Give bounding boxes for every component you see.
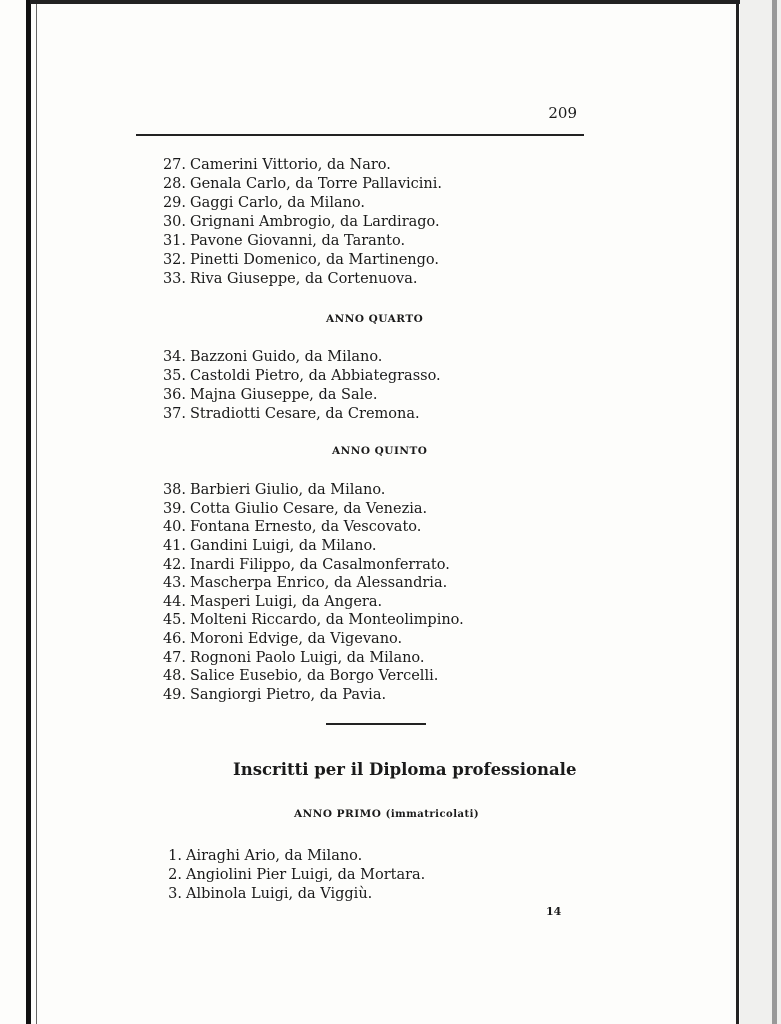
entry-text: Gaggi Carlo, da Milano. <box>190 195 366 211</box>
list-item <box>158 195 365 211</box>
list-item <box>158 271 418 287</box>
list-item <box>158 612 464 628</box>
page-edge-top <box>30 0 740 4</box>
entry-number: 38. <box>162 482 186 498</box>
heading-primo-sub: (immatricolati) <box>385 809 480 820</box>
entry-number: 45. <box>162 612 186 628</box>
entry-number: 39. <box>162 501 186 517</box>
list-item <box>158 557 450 573</box>
page-edge-left-thin <box>36 0 37 1024</box>
entry-text: Fontana Ernesto, da Vescovato. <box>190 519 422 535</box>
entry-text: Riva Giuseppe, da Cortenuova. <box>190 271 418 287</box>
list-item <box>158 575 447 591</box>
entry-number: 1. <box>168 848 182 864</box>
entry-text: Airaghi Ario, da Milano. <box>186 848 363 864</box>
entry-text: Barbieri Giulio, da Milano. <box>190 482 386 498</box>
entry-number: 41. <box>162 538 186 554</box>
entry-text: Molteni Riccardo, da Monteolimpino. <box>190 612 464 628</box>
entry-text: Mascherpa Enrico, da Alessandria. <box>190 575 448 591</box>
section-divider <box>326 723 426 725</box>
list-item <box>158 349 382 365</box>
header-rule <box>136 134 584 136</box>
list-item <box>158 368 441 384</box>
list-item <box>158 631 402 647</box>
entry-number: 48. <box>162 668 186 684</box>
entry-number: 34. <box>162 349 186 365</box>
entry-number: 32. <box>162 252 186 268</box>
entry-number: 49. <box>162 687 186 703</box>
entry-number: 3. <box>168 886 182 902</box>
section-heading-quinto: ANNO QUINTO <box>332 445 428 457</box>
entry-text: Genala Carlo, da Torre Pallavicini. <box>190 176 443 192</box>
list-item <box>158 252 439 268</box>
list-item <box>158 594 382 610</box>
entry-text: Pavone Giovanni, da Taranto. <box>190 233 406 249</box>
list-item <box>158 233 405 249</box>
entry-number: 46. <box>162 631 186 647</box>
list-item <box>158 482 385 498</box>
entry-number: 2. <box>168 867 182 883</box>
entry-number: 37. <box>162 406 186 422</box>
entry-text: Camerini Vittorio, da Naro. <box>190 157 391 173</box>
entry-text: Bazzoni Guido, da Milano. <box>190 349 383 365</box>
list-item <box>154 886 372 902</box>
entry-text: Majna Giuseppe, da Sale. <box>190 387 378 403</box>
list-item <box>158 157 391 173</box>
entry-number: 33. <box>162 271 186 287</box>
diploma-heading: Inscritti per il Diploma professionale <box>233 760 577 779</box>
entry-text: Masperi Luigi, da Angera. <box>190 594 383 610</box>
entry-number: 47. <box>162 650 186 666</box>
entry-text: Moroni Edvige, da Vigevano. <box>190 631 403 647</box>
entry-number: 28. <box>162 176 186 192</box>
entry-number: 31. <box>162 233 186 249</box>
entry-text: Inardi Filippo, da Casalmonferrato. <box>190 557 450 573</box>
list-item <box>158 176 442 192</box>
entry-text: Rognoni Paolo Luigi, da Milano. <box>190 650 425 666</box>
entry-text: Pinetti Domenico, da Martinengo. <box>190 252 439 268</box>
entry-text: Cotta Giulio Cesare, da Venezia. <box>190 501 428 517</box>
entry-number: 35. <box>162 368 186 384</box>
list-item <box>158 538 377 554</box>
page-edge-right <box>736 0 739 1024</box>
entry-text: Albinola Luigi, da Viggiù. <box>186 886 373 902</box>
entry-text: Stradiotti Cesare, da Cremona. <box>190 406 420 422</box>
list-item <box>158 501 427 517</box>
list-item <box>158 406 420 422</box>
list-item <box>158 650 425 666</box>
entry-text: Castoldi Pietro, da Abbiategrasso. <box>190 368 441 384</box>
section-heading-primo <box>294 808 479 820</box>
entry-text: Salice Eusebio, da Borgo Vercelli. <box>190 668 439 684</box>
list-item <box>154 867 425 883</box>
list-item <box>158 214 440 230</box>
entry-text: Angiolini Pier Luigi, da Mortara. <box>186 867 426 883</box>
list-item <box>158 668 438 684</box>
list-item <box>158 519 421 535</box>
entry-number: 43. <box>162 575 186 591</box>
entry-number: 42. <box>162 557 186 573</box>
page-edge-left <box>26 0 31 1024</box>
entry-text: Gandini Luigi, da Milano. <box>190 538 377 554</box>
entry-number: 36. <box>162 387 186 403</box>
page-number: 209 <box>548 104 577 122</box>
entry-number: 44. <box>162 594 186 610</box>
entry-number: 30. <box>162 214 186 230</box>
entry-number: 40. <box>162 519 186 535</box>
entry-number: 29. <box>162 195 186 211</box>
entry-text: Grignani Ambrogio, da Lardirago. <box>190 214 440 230</box>
signature-mark: 14 <box>546 905 562 918</box>
page-edge-right-outer <box>772 0 777 1024</box>
section-heading-quarto: ANNO QUARTO <box>326 313 424 325</box>
list-item <box>158 387 377 403</box>
heading-primo-label: ANNO PRIMO <box>294 808 382 820</box>
list-item <box>154 848 362 864</box>
list-item <box>158 687 386 703</box>
entry-number: 27. <box>162 157 186 173</box>
entry-text: Sangiorgi Pietro, da Pavia. <box>190 687 387 703</box>
